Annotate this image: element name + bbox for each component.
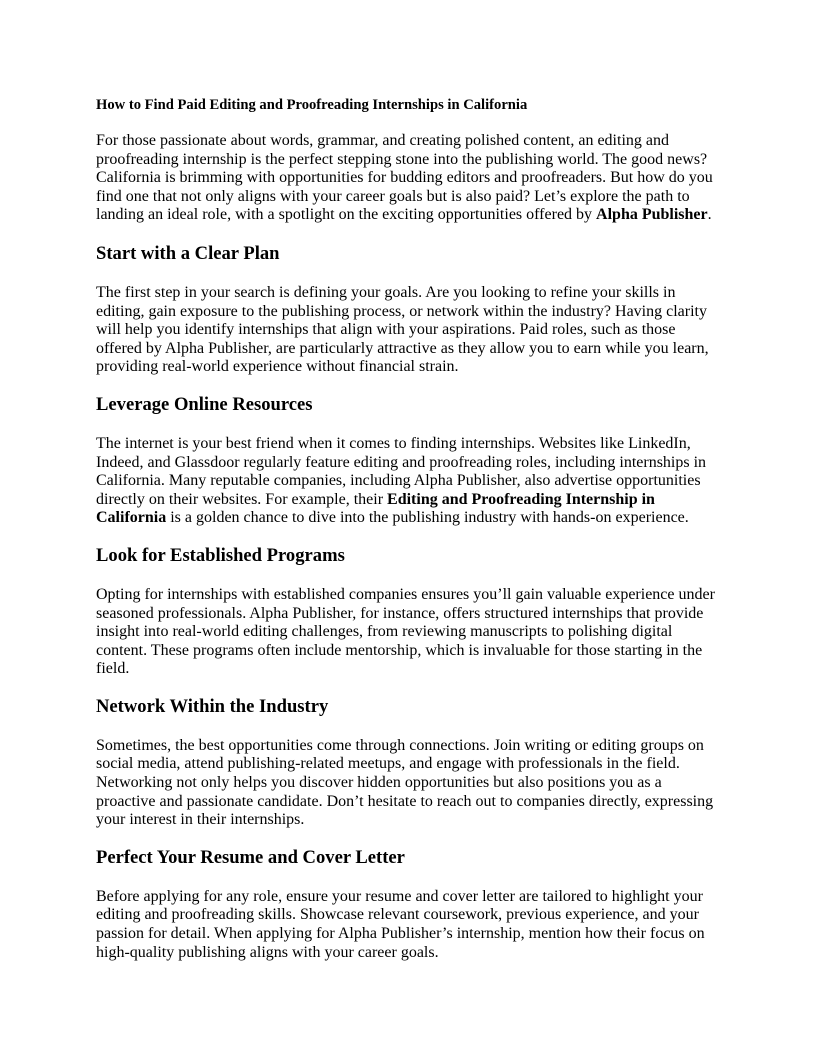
section-body: Before applying for any role, ensure your resume and cover letter are tailored to highlight your editing and proofreading skills. Showcase relevant coursework, previous experience, and your passion for detail. When applying for Alpha Publisher’s internship, mention how their focus on high-quality publishing aligns with your career goals. <box>96 887 705 961</box>
section-clear-plan <box>96 243 720 377</box>
section-network <box>96 696 720 830</box>
section-body-bold-text: Editing and Proofreading Internship in California <box>96 490 655 527</box>
intro-text-end: . <box>707 206 712 224</box>
section-heading: Look for Established Programs <box>96 544 345 566</box>
section-heading: Start with a Clear Plan <box>96 242 280 264</box>
section-body-text: The internet is your best friend when it comes to finding internships. Websites like LinkedIn, Indeed, and Glassdoor regularly feature editing and proofreading roles, including internships in California. Many reputable companies, including Alpha Publisher, also advertise opportunities directly on their websites. For example, their <box>96 434 707 508</box>
section-heading: Leverage Online Resources <box>96 393 313 415</box>
document-page <box>96 96 720 979</box>
document-title: How to Find Paid Editing and Proofreading Internships in California <box>96 97 528 113</box>
section-heading: Network Within the Industry <box>96 695 329 717</box>
intro-paragraph <box>96 132 720 225</box>
intro-bold-text: Alpha Publisher <box>596 206 708 224</box>
section-body: The first step in your search is defining your goals. Are you looking to refine your skills in editing, gain exposure to the publishing process, or network within the industry? Having clarity will help you identify internships that align with your aspirations. Paid roles, such as those offered by Alpha Publisher, are particularly attractive as they allow you to earn while you learn, providing real-world experience without financial strain. <box>96 283 709 376</box>
section-heading: Perfect Your Resume and Cover Letter <box>96 846 405 868</box>
section-resume <box>96 847 720 962</box>
section-body <box>96 435 720 528</box>
section-online-resources <box>96 394 720 528</box>
section-body: Sometimes, the best opportunities come through connections. Join writing or editing groups on social media, attend publishing-related meetups, and engage with professionals in the field. Networking not only helps you discover hidden opportunities but also positions you as a proactive and passionate candidate. Don’t hesitate to reach out to companies directly, expressing your interest in their internships. <box>96 736 714 829</box>
intro-text: For those passionate about words, grammar, and creating polished content, an editing and proofreading internship is the perfect stepping stone into the publishing world. The good news? California is brimming with opportunities for budding editors and proofreaders. But how do you find one that not only aligns with your career goals but is also paid? Let’s explore the path to landing an ideal role, with a spotlight on the exciting opportunities offered by <box>96 132 713 224</box>
section-body: Opting for internships with established companies ensures you’ll gain valuable experience under seasoned professionals. Alpha Publisher, for instance, offers structured internships that provide insight into real-world editing challenges, from reviewing manuscripts to polishing digital content. These programs often include mentorship, which is invaluable for those starting in the field. <box>96 585 715 678</box>
section-established-programs <box>96 545 720 679</box>
section-body-text-end: is a golden chance to dive into the publishing industry with hands-on experience. <box>166 509 689 527</box>
